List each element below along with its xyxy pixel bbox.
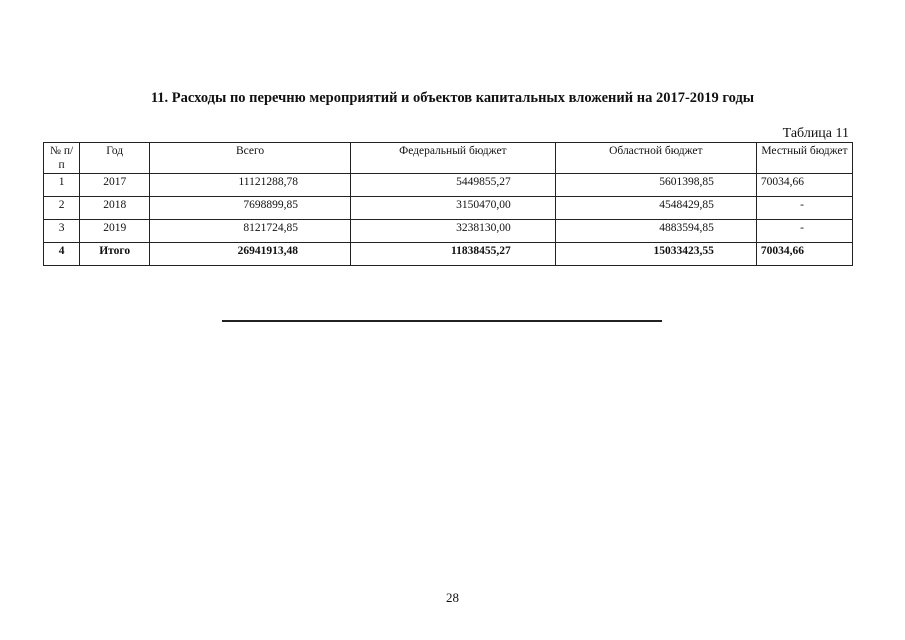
cell-total: 7698899,85 bbox=[150, 197, 351, 220]
table-caption: Таблица 11 bbox=[782, 126, 849, 141]
expenses-table bbox=[43, 142, 853, 266]
table-row bbox=[44, 197, 853, 220]
cell-number: 3 bbox=[44, 220, 80, 243]
header-number: № п/п bbox=[44, 143, 80, 174]
cell-year: 2019 bbox=[80, 220, 150, 243]
cell-number: 1 bbox=[44, 174, 80, 197]
cell-total: 8121724,85 bbox=[150, 220, 351, 243]
header-federal: Федеральный бюджет bbox=[350, 143, 555, 174]
cell-total: 11121288,78 bbox=[150, 174, 351, 197]
cell-local: 70034,66 bbox=[756, 174, 852, 197]
cell-regional: 4548429,85 bbox=[555, 197, 756, 220]
cell-federal: 3238130,00 bbox=[350, 220, 555, 243]
cell-number: 4 bbox=[44, 243, 80, 266]
cell-federal: 11838455,27 bbox=[350, 243, 555, 266]
table-row bbox=[44, 174, 853, 197]
cell-regional: 5601398,85 bbox=[555, 174, 756, 197]
cell-federal: 5449855,27 bbox=[350, 174, 555, 197]
closing-rule bbox=[222, 320, 662, 322]
header-total: Всего bbox=[150, 143, 351, 174]
header-local: Местный бюджет bbox=[756, 143, 852, 174]
cell-regional: 4883594,85 bbox=[555, 220, 756, 243]
table-row bbox=[44, 220, 853, 243]
table-total-row bbox=[44, 243, 853, 266]
table-header-row bbox=[44, 143, 853, 174]
header-regional: Областной бюджет bbox=[555, 143, 756, 174]
cell-year: 2018 bbox=[80, 197, 150, 220]
cell-federal: 3150470,00 bbox=[350, 197, 555, 220]
page-number: 28 bbox=[446, 590, 459, 605]
cell-total: 26941913,48 bbox=[150, 243, 351, 266]
cell-local: 70034,66 bbox=[756, 243, 852, 266]
cell-local: - bbox=[756, 197, 852, 220]
header-year: Год bbox=[80, 143, 150, 174]
cell-year: 2017 bbox=[80, 174, 150, 197]
cell-local: - bbox=[756, 220, 852, 243]
cell-regional: 15033423,55 bbox=[555, 243, 756, 266]
document-heading: 11. Расходы по перечню мероприятий и объектов капитальных вложений на 2017-2019 годы bbox=[150, 90, 755, 106]
cell-year: Итого bbox=[80, 243, 150, 266]
cell-number: 2 bbox=[44, 197, 80, 220]
